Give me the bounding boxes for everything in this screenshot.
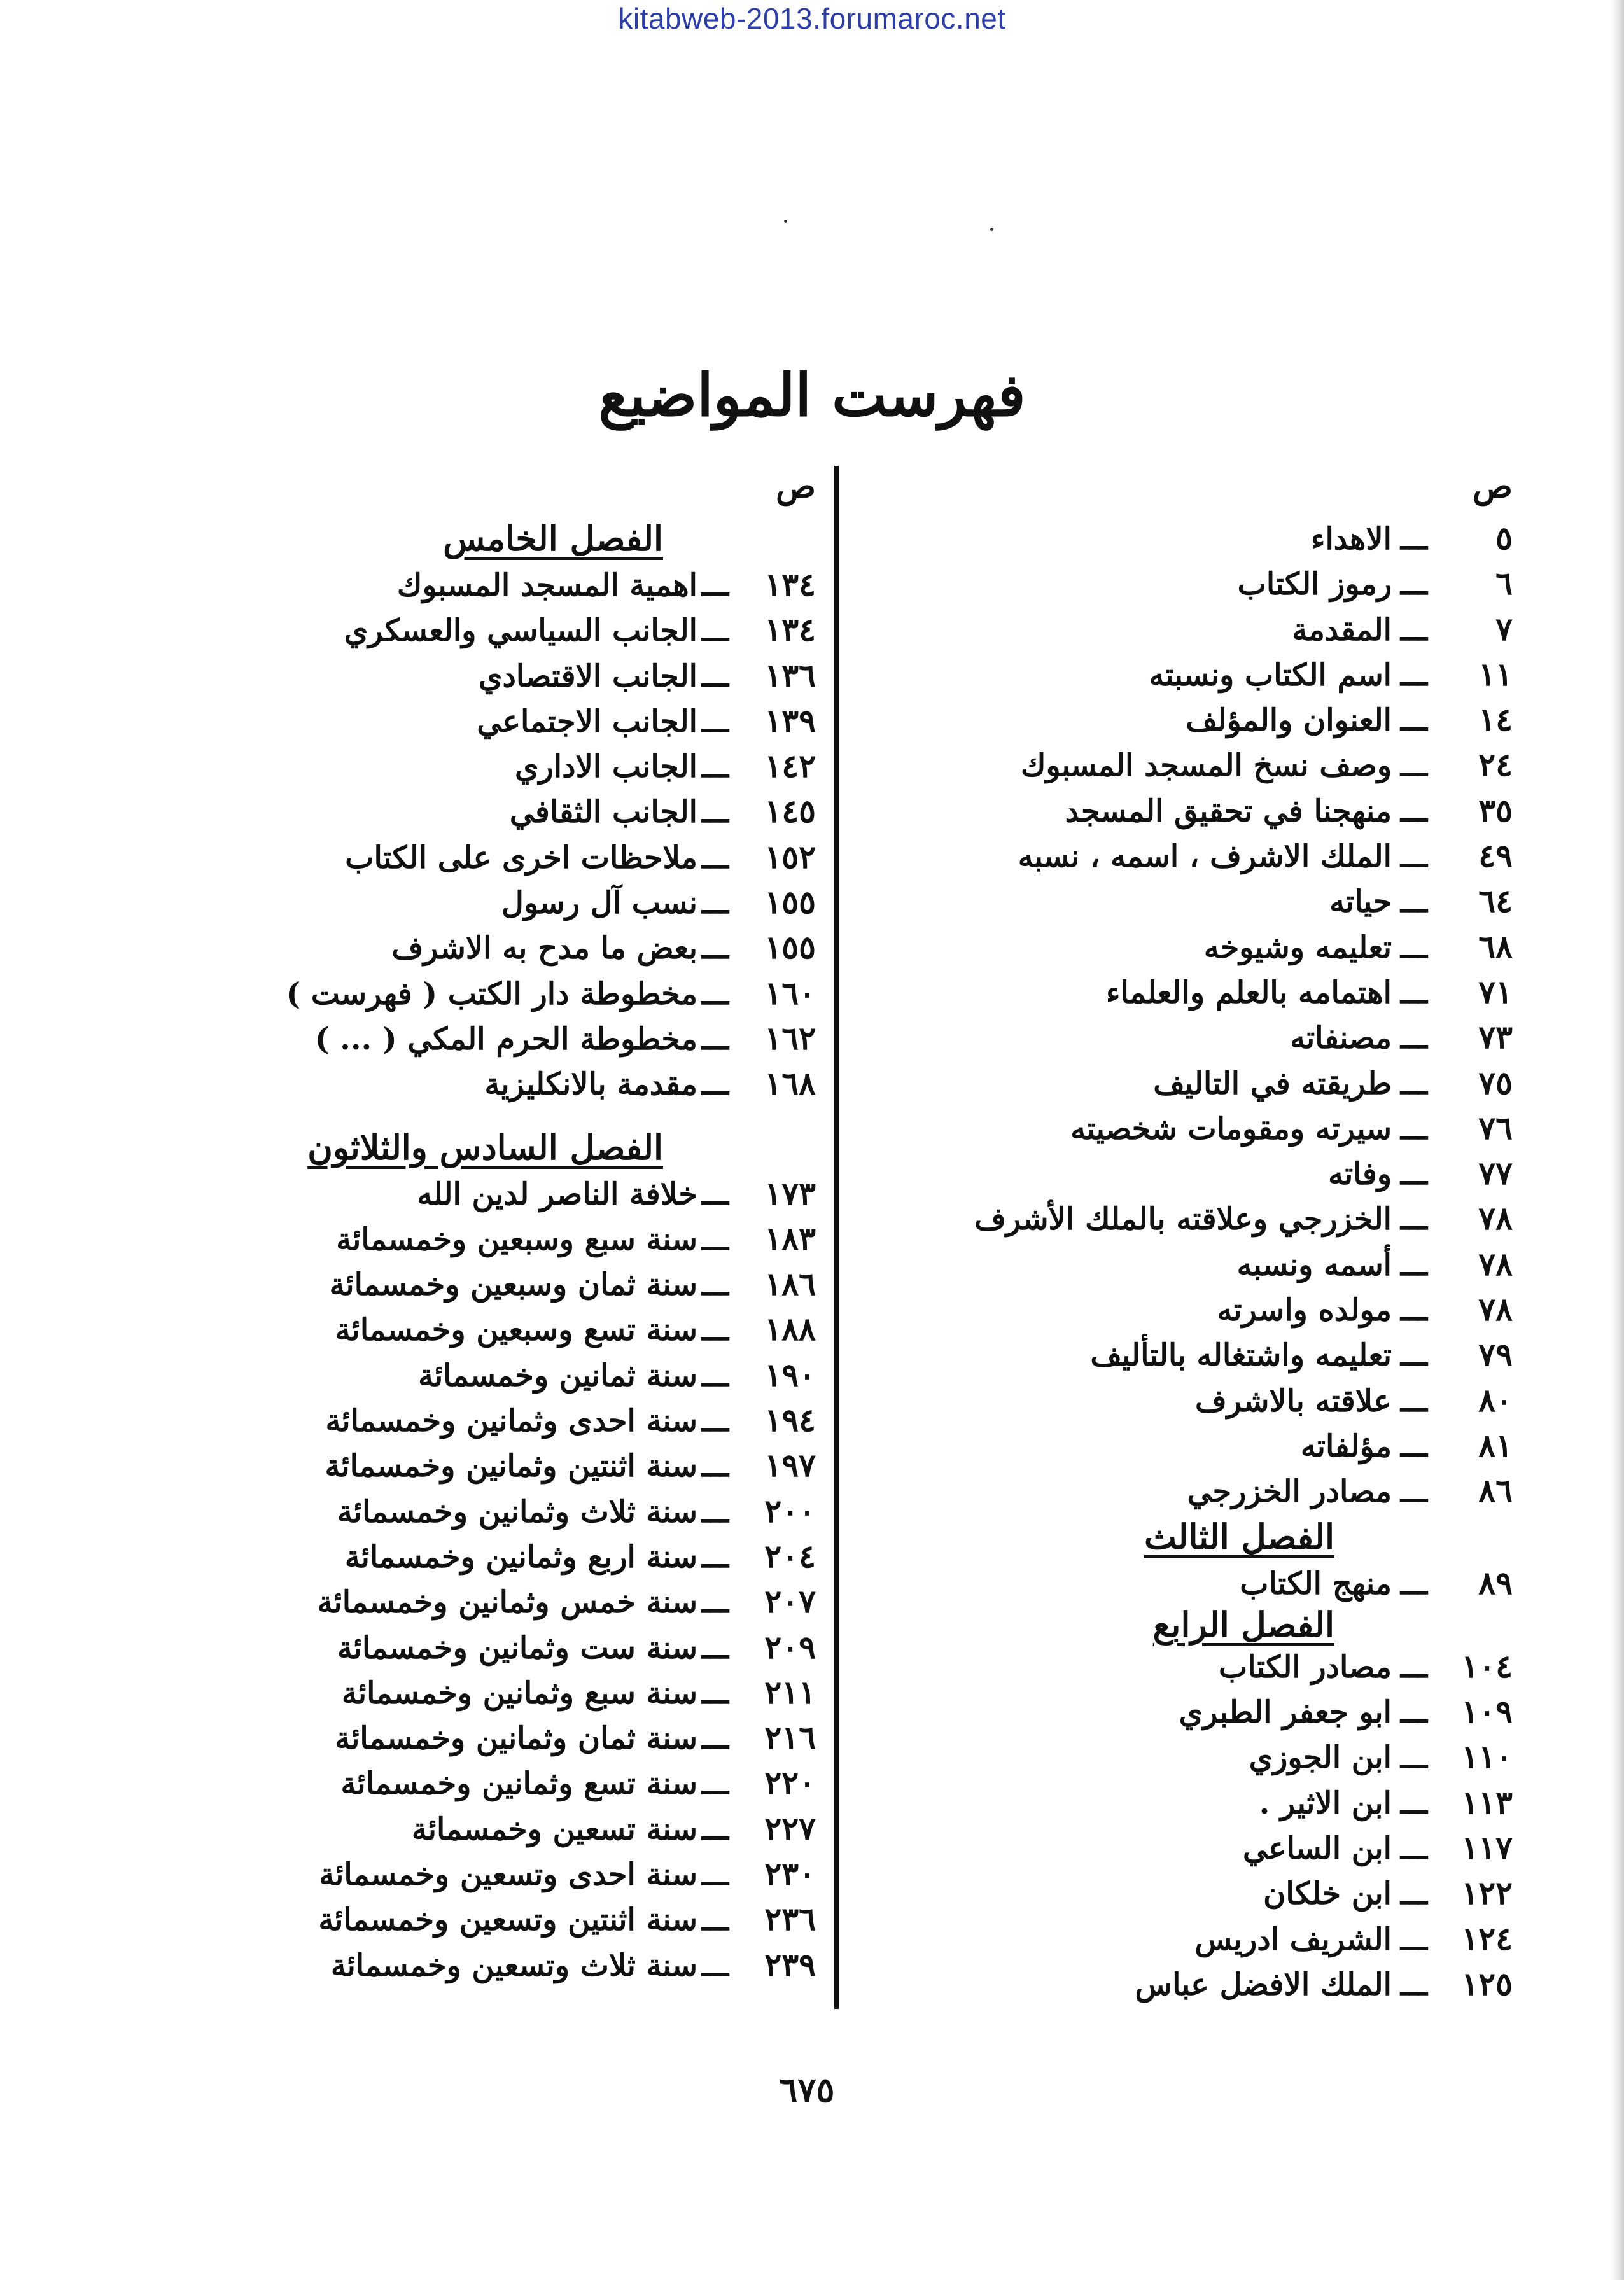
- toc-entry: [179, 925, 816, 970]
- toc-entry: [179, 1670, 816, 1715]
- toc-entry-dash: ـــ: [1400, 1695, 1428, 1731]
- toc-entry-page: ٣٥: [1478, 791, 1513, 829]
- toc-left-list: [179, 515, 816, 1987]
- toc-entry: [813, 1870, 1513, 1915]
- toc-entry-dash: ـــ: [701, 1630, 729, 1666]
- toc-entry-page: ١٠٤: [1461, 1647, 1513, 1685]
- toc-entry-dash: ـــ: [1400, 657, 1428, 693]
- toc-entry-dash: ـــ: [1400, 1292, 1428, 1329]
- toc-entry-page: ١٧٣: [764, 1174, 816, 1212]
- toc-entry-dash: ـــ: [1400, 1428, 1428, 1464]
- toc-entry-title: مخطوطة دار الكتب ( فهرست ): [286, 976, 697, 1012]
- toc-entry: [179, 698, 816, 743]
- toc-entry: [179, 1443, 816, 1488]
- toc-entry-page: ٧٨: [1478, 1290, 1513, 1329]
- toc-entry: [813, 1241, 1513, 1287]
- toc-entry-dash: ـــ: [701, 1267, 729, 1303]
- toc-entry-title: الملك الاشرف ، اسمه ، نسبه: [1018, 839, 1392, 875]
- watermark-url: kitabweb-2013.forumaroc.net: [618, 2, 1006, 35]
- toc-entry-dash: ـــ: [701, 1357, 729, 1394]
- toc-entry-title: ابو جعفر الطبري: [1179, 1695, 1392, 1731]
- toc-entry: [813, 833, 1513, 878]
- toc-entry-dash: ـــ: [1400, 748, 1428, 784]
- toc-entry-title: الجانب الاداري: [515, 749, 697, 785]
- toc-entry-page: ١١: [1478, 655, 1513, 693]
- toc-entry-dash: ـــ: [701, 1584, 729, 1621]
- toc-entry-page: ٢١١: [764, 1673, 816, 1711]
- toc-entry: [813, 1560, 1513, 1605]
- toc-entry-dash: ـــ: [701, 1947, 729, 1983]
- toc-entry-page: ١٥٥: [764, 883, 816, 921]
- toc-entry: [179, 879, 816, 925]
- toc-entry-title: سنة سبع وثمانين وخمسمائة: [341, 1675, 697, 1711]
- toc-entry-title: ابن الاثير .: [1259, 1785, 1392, 1821]
- toc-entry-dash: ـــ: [1400, 1474, 1428, 1510]
- toc-entry-page: ١٨٦: [764, 1265, 816, 1303]
- toc-left-column: [179, 458, 816, 1987]
- section-heading: الفصل الخامس: [443, 518, 663, 559]
- toc-entry-dash: ـــ: [701, 1857, 729, 1893]
- toc-entry-title: الاهداء: [1310, 521, 1392, 557]
- toc-entry-page: ٢٣٦: [764, 1900, 816, 1938]
- toc-entry-page: ٧١: [1478, 972, 1513, 1011]
- toc-entry: [179, 1806, 816, 1851]
- toc-entry-title: مؤلفاته: [1300, 1428, 1392, 1464]
- toc-entry: [813, 561, 1513, 606]
- toc-entry-page: ٦٨: [1478, 927, 1513, 965]
- toc-entry-dash: ـــ: [701, 1675, 729, 1711]
- toc-entry-page: ١٩٤: [764, 1401, 816, 1439]
- toc-entry: [813, 878, 1513, 923]
- toc-entry-dash: ـــ: [1400, 884, 1428, 920]
- toc-entry-title: سنة سبع وسبعين وخمسمائة: [336, 1221, 697, 1257]
- toc-entry-page: ٤٩: [1478, 837, 1513, 875]
- section-heading: الفصل الرابع: [1152, 1604, 1334, 1645]
- toc-entry: [813, 1332, 1513, 1377]
- toc-entry: [179, 1625, 816, 1670]
- toc-entry-dash: ـــ: [701, 568, 729, 603]
- toc-entry-title: نسب آل رسول: [501, 885, 697, 921]
- toc-entry: [179, 1942, 816, 1987]
- toc-entry: [813, 697, 1513, 742]
- toc-entry-title: سنة ست وثمانين وخمسمائة: [337, 1630, 697, 1666]
- toc-entry: [813, 606, 1513, 652]
- toc-entry-dash: ـــ: [701, 839, 729, 876]
- toc-entry-title: رموز الكتاب: [1237, 566, 1392, 603]
- toc-entry: [179, 1352, 816, 1397]
- toc-entry-page: ١٢٥: [1461, 1964, 1513, 2003]
- toc-entry: [813, 1196, 1513, 1241]
- toc-entry: [813, 652, 1513, 697]
- toc-entry-dash: ـــ: [1400, 1383, 1428, 1419]
- toc-entry-page: ١٣٤: [764, 611, 816, 649]
- toc-entry-page: ١٣٤: [764, 566, 816, 603]
- toc-entry-dash: ـــ: [1400, 566, 1428, 603]
- toc-entry-dash: ـــ: [701, 794, 729, 830]
- toc-entry: [179, 1061, 816, 1106]
- toc-entry-dash: ـــ: [701, 703, 729, 739]
- toc-entry-dash: ـــ: [1400, 1831, 1428, 1867]
- toc-entry-page: ٧: [1495, 610, 1513, 648]
- toc-entry-title: اهتمامه بالعلم والعلماء: [1105, 974, 1392, 1011]
- toc-entry-title: ابن خلكان: [1263, 1876, 1392, 1912]
- toc-entry-page: ٢٠٩: [764, 1628, 816, 1666]
- toc-entry: [179, 834, 816, 879]
- toc-entry-dash: ـــ: [701, 1811, 729, 1847]
- toc-entry-dash: ـــ: [1400, 1247, 1428, 1283]
- toc-entry-title: سنة ثمانين وخمسمائة: [418, 1357, 697, 1394]
- toc-entry: [813, 1780, 1513, 1825]
- toc-entry: [813, 1734, 1513, 1779]
- toc-entry-page: ٢٠٤: [764, 1537, 816, 1575]
- toc-entry-title: سنة احدى وتسعين وخمسمائة: [319, 1857, 697, 1893]
- toc-entry-dash: ـــ: [1400, 1785, 1428, 1821]
- toc-right-column: [813, 458, 1513, 2006]
- toc-entry-page: ١٦٠: [764, 974, 816, 1012]
- toc-entry-title: اهمية المسجد المسبوك: [396, 568, 697, 603]
- toc-entry-dash: ـــ: [1400, 793, 1428, 829]
- toc-entry-page: ١٣٩: [764, 701, 816, 739]
- toc-entry-title: سنة تسع وثمانين وخمسمائة: [340, 1766, 697, 1802]
- section-heading: الفصل السادس والثلاثون: [307, 1126, 663, 1168]
- toc-entry-page: ٢١٦: [764, 1719, 816, 1757]
- toc-entry-page: ٥: [1495, 519, 1513, 557]
- toc-entry-dash: ـــ: [701, 658, 729, 694]
- toc-entry-title: بعض ما مدح به الاشرف: [391, 930, 697, 967]
- toc-entry-title: تعليمه وشيوخه: [1203, 929, 1392, 965]
- toc-entry-dash: ـــ: [1400, 1565, 1428, 1602]
- toc-entry-page: ١١٣: [1461, 1783, 1513, 1821]
- toc-entry-page: ٢٢٠: [764, 1764, 816, 1802]
- scan-edge-shadow: [1610, 0, 1624, 2280]
- page-column-header: ص: [776, 467, 816, 506]
- toc-entry-title: الجانب الاجتماعي: [477, 703, 697, 739]
- toc-entry-title: سنة اربع وثمانين وخمسمائة: [344, 1539, 697, 1575]
- toc-entry-dash: ـــ: [1400, 839, 1428, 875]
- toc-entry-page: ٧٩: [1478, 1336, 1513, 1374]
- toc-entry-title: سنة ثلاث وتسعين وخمسمائة: [330, 1947, 697, 1983]
- toc-entry-title: سنة خمس وثمانين وخمسمائة: [317, 1584, 697, 1621]
- toc-entry-page: ٧٧: [1478, 1154, 1513, 1192]
- toc-entry: [813, 1689, 1513, 1734]
- toc-entry-page: ٧٣: [1478, 1018, 1513, 1056]
- toc-entry: [813, 742, 1513, 787]
- toc-entry-dash: ـــ: [701, 1176, 729, 1212]
- toc-entry-dash: ـــ: [1400, 1020, 1428, 1056]
- toc-entry-title: ملاحظات اخرى على الكتاب: [345, 839, 697, 876]
- toc-entry: [179, 788, 816, 834]
- toc-entry-page: ٧٨: [1478, 1199, 1513, 1238]
- toc-entry-page: ١١٠: [1461, 1738, 1513, 1776]
- toc-entry-page: ٨١: [1478, 1426, 1513, 1464]
- toc-entry-page: ١٩٠: [764, 1355, 816, 1394]
- toc-entry: [813, 1423, 1513, 1468]
- toc-entry-dash: ـــ: [1400, 612, 1428, 648]
- toc-entry: [179, 1760, 816, 1805]
- toc-entry: [179, 607, 816, 652]
- toc-entry-title: سنة احدى وثمانين وخمسمائة: [325, 1403, 697, 1439]
- toc-entry-dash: ـــ: [1400, 1201, 1428, 1238]
- toc-entry-title: الجانب السياسي والعسكري: [344, 613, 697, 649]
- toc-entry-page: ٨٠: [1478, 1381, 1513, 1419]
- toc-entry-dash: ـــ: [701, 1403, 729, 1439]
- toc-entry-dash: ـــ: [701, 930, 729, 967]
- toc-entry-dash: ـــ: [1400, 1876, 1428, 1912]
- toc-entry-title: الجانب الاقتصادي: [478, 658, 697, 694]
- toc-entry: [179, 1534, 816, 1579]
- toc-entry-dash: ـــ: [701, 613, 729, 649]
- toc-entry-title: ابن الساعي: [1243, 1831, 1392, 1867]
- toc-entry: [179, 1216, 816, 1261]
- toc-entry: [179, 1016, 816, 1061]
- toc-entry-page: ١٢٢: [1461, 1874, 1513, 1912]
- toc-entry: [813, 1644, 1513, 1689]
- toc-entry-dash: ـــ: [1400, 1065, 1428, 1102]
- toc-entry-dash: ـــ: [701, 1766, 729, 1802]
- toc-entry-dash: ـــ: [1400, 929, 1428, 965]
- toc-entry: [179, 653, 816, 698]
- toc-entry: [813, 788, 1513, 833]
- toc-entry: [179, 562, 816, 607]
- toc-entry: [813, 1825, 1513, 1870]
- toc-entry-title: خلافة الناصر لدين الله: [417, 1176, 697, 1212]
- page-title: فهرست المواضيع: [598, 360, 1026, 430]
- toc-entry: [179, 1306, 816, 1352]
- toc-entry-page: ٦: [1495, 564, 1513, 603]
- page-column-header: ص: [1473, 467, 1513, 506]
- toc-entry-dash: ـــ: [1400, 1156, 1428, 1192]
- toc-entry-dash: ـــ: [701, 1721, 729, 1757]
- toc-entry-title: وصف نسخ المسجد المسبوك: [1020, 748, 1392, 784]
- toc-entry: [179, 1488, 816, 1534]
- toc-entry-title: مقدمة بالانكليزية: [484, 1067, 697, 1103]
- toc-entry-dash: ـــ: [701, 1312, 729, 1348]
- toc-entry-dash: ـــ: [701, 1221, 729, 1257]
- toc-entry-page: ١٥٥: [764, 928, 816, 967]
- toc-entry-dash: ـــ: [701, 885, 729, 921]
- toc-entry: [813, 1060, 1513, 1105]
- toc-entry-page: ٨٩: [1478, 1563, 1513, 1602]
- toc-entry-title: منهج الكتاب: [1240, 1565, 1392, 1602]
- toc-entry-title: سنة ثمان وسبعين وخمسمائة: [329, 1267, 697, 1303]
- toc-entry-title: منهجنا في تحقيق المسجد: [1065, 793, 1392, 829]
- toc-entry-title: الخزرجي وعلاقته بالملك الأشرف: [974, 1201, 1392, 1238]
- toc-entry-page: ٧٥: [1478, 1063, 1513, 1102]
- toc-entry-dash: ـــ: [701, 1448, 729, 1485]
- toc-entry-page: ١٨٣: [764, 1219, 816, 1257]
- toc-entry-page: ١٨٨: [764, 1310, 816, 1348]
- toc-entry-title: مصادر الكتاب: [1219, 1649, 1392, 1685]
- toc-entry: [813, 1287, 1513, 1332]
- toc-entry-dash: ـــ: [1400, 1110, 1428, 1147]
- toc-entry: [813, 924, 1513, 969]
- toc-entry-dash: ـــ: [701, 1902, 729, 1938]
- toc-entry-dash: ـــ: [701, 1067, 729, 1103]
- toc-entry-title: الجانب الثقافي: [509, 794, 697, 830]
- toc-entry: [813, 515, 1513, 561]
- toc-entry: [813, 1468, 1513, 1513]
- toc-entry: [179, 1397, 816, 1443]
- toc-entry-page: ٢٣٠: [764, 1855, 816, 1893]
- toc-entry-title: سنة اثنتين وتسعين وخمسمائة: [318, 1902, 697, 1938]
- toc-entry-dash: ـــ: [1400, 521, 1428, 557]
- toc-entry-dash: ـــ: [701, 1493, 729, 1530]
- toc-entry-page: ١٦٢: [764, 1019, 816, 1057]
- toc-entry: [179, 1715, 816, 1760]
- toc-entry-title: مولده واسرته: [1217, 1292, 1392, 1329]
- toc-entry-title: سنة ثلاث وثمانين وخمسمائة: [337, 1493, 697, 1530]
- toc-entry-page: ٧٨: [1478, 1245, 1513, 1283]
- toc-entry-title: سنة تسع وسبعين وخمسمائة: [335, 1312, 697, 1348]
- toc-entry: [813, 1961, 1513, 2006]
- toc-entry-dash: ـــ: [1400, 1921, 1428, 1957]
- toc-entry-title: الشريف ادريس: [1194, 1921, 1392, 1957]
- toc-entry: [813, 1014, 1513, 1060]
- toc-entry-page: ١٤: [1478, 701, 1513, 739]
- toc-entry-page: ٢٠٠: [764, 1492, 816, 1530]
- toc-entry: [813, 1105, 1513, 1150]
- scan-speck: [784, 220, 787, 223]
- toc-entry-title: مخطوطة الحرم المكي ( ... ): [314, 1021, 697, 1057]
- toc-entry-title: سنة تسعين وخمسمائة: [411, 1811, 697, 1847]
- scan-speck: [990, 228, 993, 231]
- toc-entry: [813, 1378, 1513, 1423]
- toc-entry-page: ٦٤: [1478, 882, 1513, 920]
- toc-entry-dash: ـــ: [1400, 974, 1428, 1011]
- toc-entry-page: ٢٢٧: [764, 1809, 816, 1847]
- toc-entry-dash: ـــ: [701, 1539, 729, 1575]
- toc-entry-title: وفاته: [1328, 1156, 1392, 1192]
- toc-entry-dash: ـــ: [1400, 703, 1428, 739]
- toc-entry-page: ٢٣٩: [764, 1945, 816, 1983]
- toc-entry-title: علاقته بالاشرف: [1195, 1383, 1392, 1419]
- toc-entry: [813, 969, 1513, 1014]
- toc-entry-title: مصنفاته: [1290, 1020, 1392, 1056]
- toc-entry-page: ١١٧: [1461, 1829, 1513, 1867]
- toc-entry-page: ١٩٧: [764, 1446, 816, 1485]
- toc-entry-page: ٢٠٧: [764, 1583, 816, 1621]
- toc-right-list: [813, 515, 1513, 2006]
- toc-entry-title: الملك الافضل عباس: [1135, 1966, 1392, 2003]
- toc-entry-dash: ـــ: [1400, 1966, 1428, 2003]
- toc-entry-title: أسمه ونسبه: [1236, 1247, 1392, 1283]
- column-divider: [834, 466, 839, 2009]
- toc-entry-title: سيرته ومقومات شخصيته: [1070, 1110, 1392, 1147]
- toc-entry-dash: ـــ: [1400, 1338, 1428, 1374]
- toc-entry-dash: ـــ: [701, 749, 729, 785]
- toc-entry-title: سنة ثمان وثمانين وخمسمائة: [335, 1721, 697, 1757]
- toc-entry-page: ٢٤: [1478, 746, 1513, 784]
- toc-entry-page: ١٤٥: [764, 792, 816, 830]
- toc-entry-page: ٨٦: [1478, 1472, 1513, 1510]
- toc-entry-title: طريقته في التاليف: [1153, 1065, 1392, 1102]
- toc-entry: [179, 1851, 816, 1896]
- section-heading: الفصل الثالث: [1144, 1516, 1334, 1557]
- toc-entry-title: مصادر الخزرجي: [1187, 1474, 1392, 1510]
- toc-entry-page: ١٤٢: [764, 747, 816, 785]
- toc-entry: [179, 1261, 816, 1306]
- toc-entry: [179, 1171, 816, 1216]
- toc-entry-page: ١٥٢: [764, 837, 816, 876]
- toc-entry-page: ١٢٤: [1461, 1919, 1513, 1957]
- toc-entry: [179, 1896, 816, 1941]
- toc-entry-page: ٧٦: [1478, 1109, 1513, 1147]
- toc-entry: [179, 970, 816, 1016]
- toc-entry: [813, 1150, 1513, 1196]
- toc-entry: [179, 743, 816, 788]
- toc-entry-page: ١٠٩: [1461, 1693, 1513, 1731]
- toc-entry: [813, 1916, 1513, 1961]
- toc-entry-title: سنة اثنتين وثمانين وخمسمائة: [325, 1448, 697, 1485]
- toc-entry-title: تعليمه واشتغاله بالتأليف: [1090, 1338, 1392, 1374]
- toc-entry-title: ابن الجوزي: [1249, 1740, 1392, 1776]
- toc-entry-dash: ـــ: [1400, 1740, 1428, 1776]
- toc-entry-title: المقدمة: [1292, 612, 1392, 648]
- toc-entry-dash: ـــ: [1400, 1649, 1428, 1685]
- toc-entry-page: ١٣٦: [764, 656, 816, 694]
- page-number: ٦٧٥: [779, 2069, 835, 2110]
- toc-entry-dash: ـــ: [701, 1021, 729, 1057]
- toc-entry-dash: ـــ: [701, 976, 729, 1012]
- toc-entry-title: اسم الكتاب ونسبته: [1149, 657, 1392, 693]
- toc-entry: [179, 1579, 816, 1624]
- toc-entry-title: حياته: [1329, 884, 1392, 920]
- toc-entry-page: ١٦٨: [764, 1065, 816, 1103]
- toc-entry-title: العنوان والمؤلف: [1186, 703, 1392, 739]
